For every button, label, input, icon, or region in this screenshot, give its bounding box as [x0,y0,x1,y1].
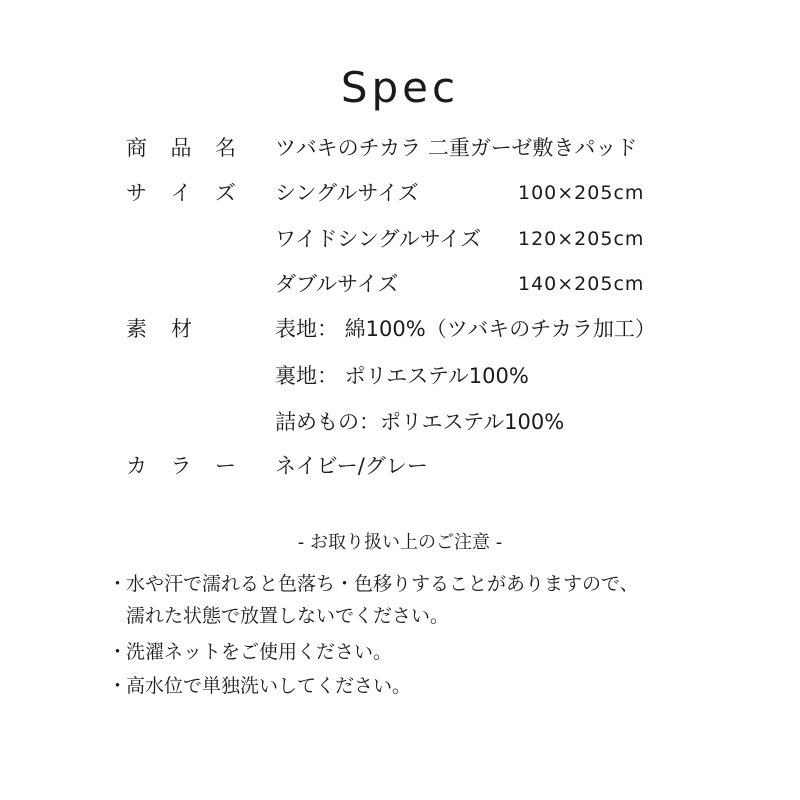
label-char: ラ [170,454,192,478]
product-name-value: ツバキのチカラ 二重ガーゼ敷きパッド [275,136,638,160]
material-label [126,312,192,346]
note-item [108,637,392,667]
size-dimensions: 120×205cm [518,228,645,250]
note-text: 水や汗で濡れると色落ち・色移りすることがありますので、 [126,573,639,595]
label-char: ー [215,454,236,478]
note-item [108,671,411,701]
label-char: 材 [171,317,192,341]
label-char: サ [126,181,147,205]
label-char: イ [170,181,192,205]
size-name: シングルサイズ [275,181,419,205]
bullet-mark: ・ [108,641,128,663]
material-value: 表地： 綿100%（ツバキのチカラ加工） [275,317,656,341]
notes-heading: - お取り扱い上のご注意 - [297,532,503,553]
size-dimensions: 140×205cm [518,273,645,295]
label-char: ズ [215,181,236,205]
size-name: ワイドシングルサイズ [275,227,482,251]
bullet-mark: ・ [108,675,128,697]
material-value: 裏地： ポリエステル100% [275,364,529,388]
label-char: 名 [215,136,236,160]
label-char: 商 [126,136,147,160]
size-name: ダブルサイズ [275,272,399,296]
note-text-continuation: 濡れた状態で放置しないでください。 [126,605,450,627]
page-title: Spec [340,63,460,112]
color-label [126,449,236,483]
label-char: 素 [126,317,147,341]
note-item [108,569,639,599]
material-value: 詰めもの：ポリエステル100% [275,410,565,434]
size-dimensions: 100×205cm [518,182,645,204]
size-label [126,176,236,210]
note-text: 高水位で単独洗いしてください。 [126,675,412,697]
color-value: ネイビー/グレー [275,454,428,478]
label-char: カ [126,454,147,478]
bullet-mark: ・ [108,573,128,595]
label-char: 品 [170,136,192,160]
note-text: 洗濯ネットをご使用ください。 [126,641,393,663]
product-name-label [126,131,236,165]
